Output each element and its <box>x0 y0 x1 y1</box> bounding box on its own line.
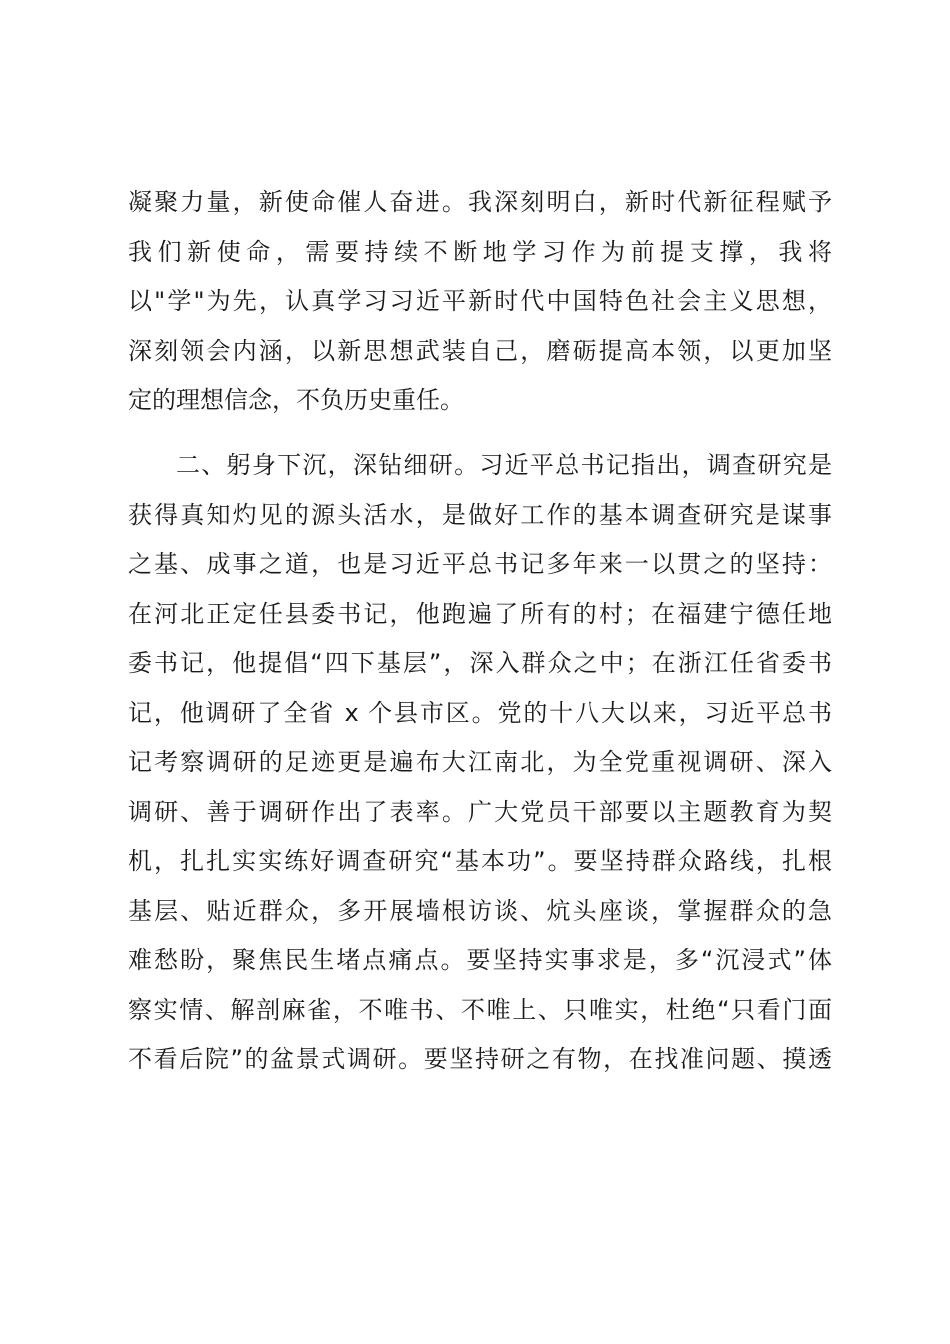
text-line: 深刻领会内涵，以新思想武装自己，磨砺提高本领，以更加坚 <box>128 336 832 365</box>
text-line: 凝聚力量，新使命催人奋进。我深刻明白，新时代新征程赋予 <box>128 188 832 216</box>
text-line: 在河北正定任县委书记，他跑遍了所有的村；在福建宁德任地 <box>128 599 832 628</box>
text-line: 我们新使命，需要持续不断地学习作为前提支撑，我将 <box>128 237 832 266</box>
text-line: 察实情、解剖麻雀，不唯书、不唯上、只唯实，杜绝“只看门面 <box>128 995 832 1024</box>
text-line: 委书记，他提倡“四下基层”，深入群众之中；在浙江任省委书 <box>128 649 832 677</box>
text-line: 基层、贴近群众，多开展墙根访谈、炕头座谈，掌握群众的急 <box>128 896 832 925</box>
text-line: 以"学"为先，认真学习习近平新时代中国特色社会主义思想， <box>128 287 832 315</box>
paragraph-section-two <box>128 441 832 1085</box>
text-line: 记，他调研了全省 x 个县市区。党的十八大以来，习近平总书 <box>128 698 832 727</box>
text-line: 难愁盼，聚焦民生堵点痛点。要坚持实事求是，多“沉浸式”体 <box>128 946 832 974</box>
text-line: 获得真知灼见的源头活水，是做好工作的基本调查研究是谋事 <box>128 500 832 529</box>
text-line: 调研、善于调研作出了表率。广大党员干部要以主题教育为契 <box>128 797 832 826</box>
paragraph-continuation <box>128 178 832 426</box>
text-line: 记考察调研的足迹更是遍布大江南北，为全党重视调研、深入 <box>128 748 832 776</box>
text-line: 之基、成事之道，也是习近平总书记多年来一以贯之的坚持： <box>128 550 832 578</box>
text-line: 不看后院”的盆景式调研。要坚持研之有物，在找准问题、摸透 <box>128 1045 832 1073</box>
text-line: 定的理想信念，不负历史重任。 <box>128 386 464 414</box>
text-line-first: 二、躬身下沉，深钻细研。习近平总书记指出，调查研究是 <box>176 451 832 479</box>
text-line: 机，扎扎实实练好调查研究“基本功”。要坚持群众路线，扎根 <box>128 847 832 875</box>
